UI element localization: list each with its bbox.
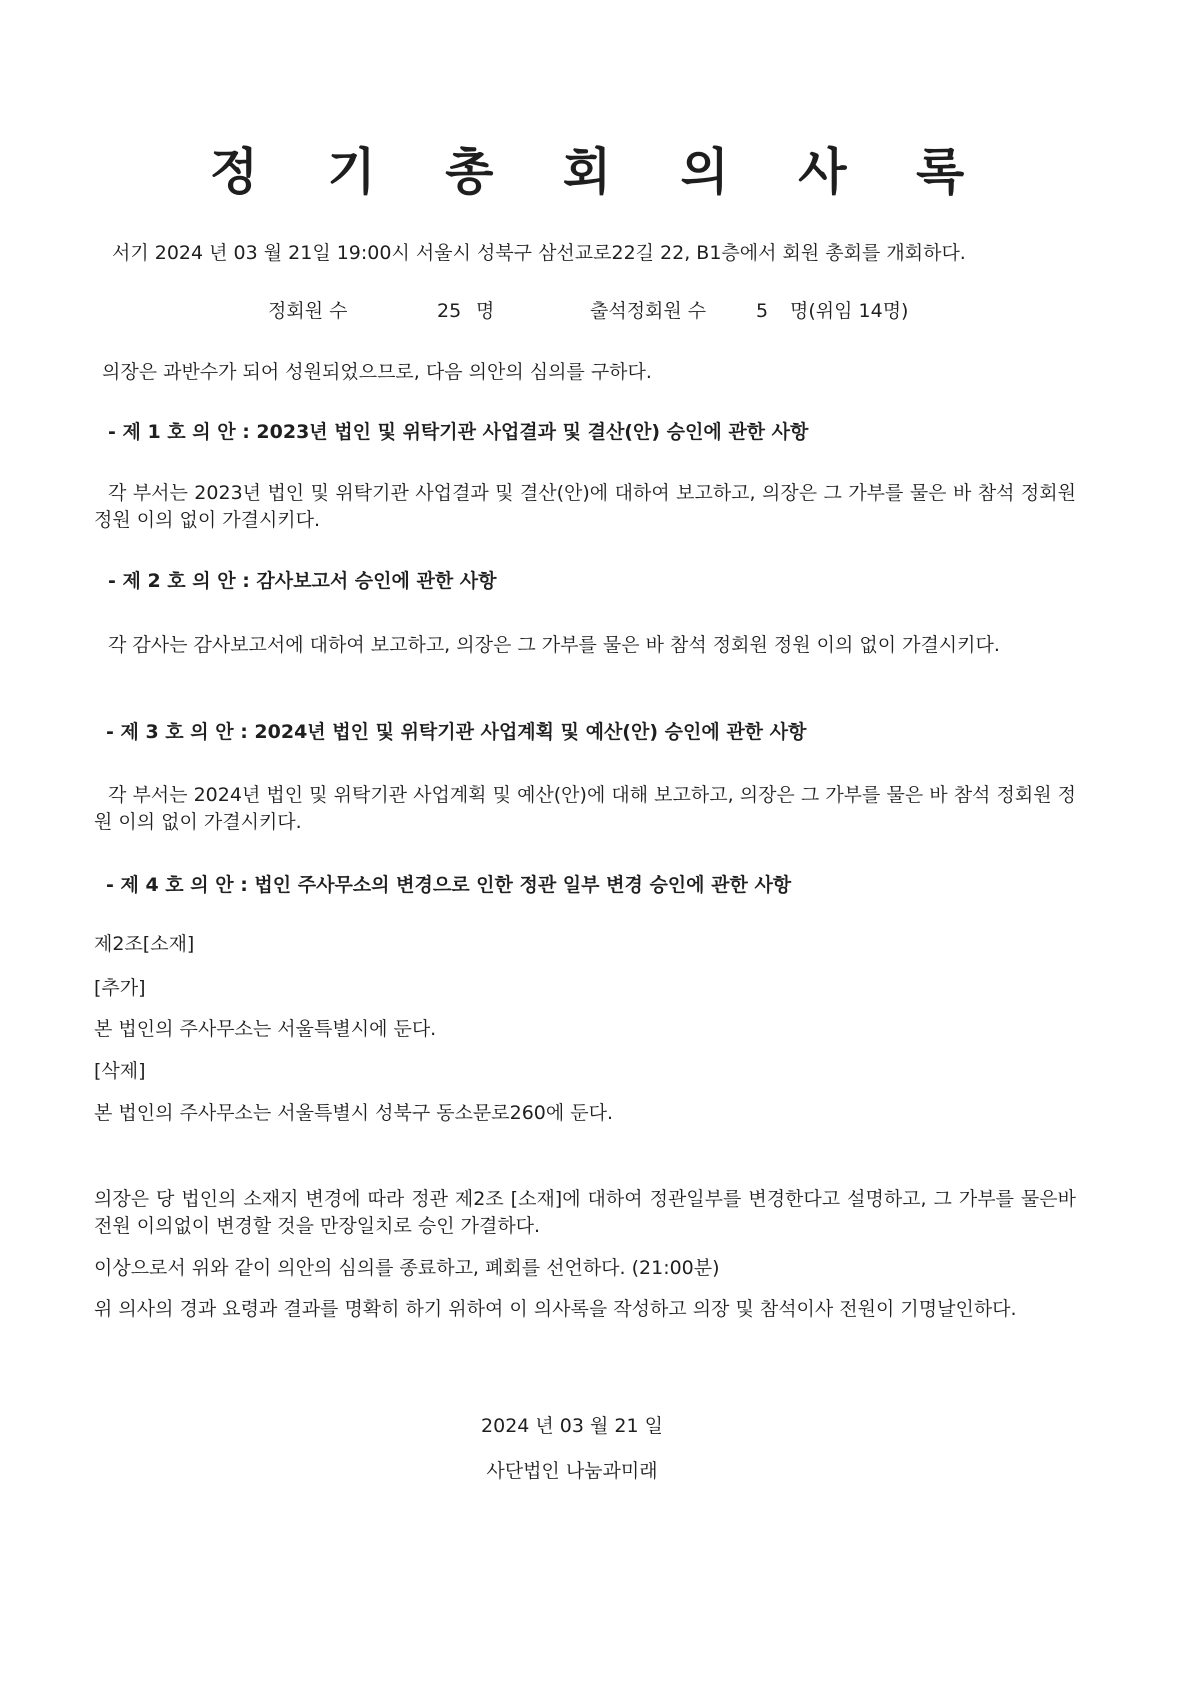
- amendment-delete-text: 본 법인의 주사무소는 서울특별시 성북구 동소문로260에 둔다.: [94, 1102, 614, 1124]
- agenda-2-heading: - 제 2 호 의 안 : 감사보고서 승인에 관한 사항: [108, 570, 497, 592]
- organization-name: 사단법인 나눔과미래: [486, 1460, 658, 1482]
- agenda-3-heading: - 제 3 호 의 안 : 2024년 법인 및 위탁기관 사업계획 및 예산(안) 승인에 관한 사항: [106, 721, 807, 743]
- members-label: 정회원 수: [268, 300, 348, 322]
- agenda-4-heading: - 제 4 호 의 안 : 법인 주사무소의 변경으로 인한 정관 일부 변경 승인에 관한 사항: [106, 874, 792, 896]
- intro-text: 서기 2024 년 03 월 21일 19:00시 서울시 성북구 삼선교로22길 22, B1층에서 회원 총회를 개회하다.: [112, 242, 966, 264]
- amendment-add-text: 본 법인의 주사무소는 서울특별시에 둔다.: [94, 1018, 437, 1040]
- document-title: 정 기 총 회 의 사 록: [209, 142, 991, 201]
- amendment-article: 제2조[소재]: [94, 933, 195, 955]
- agenda-1-body: 각 부서는 2023년 법인 및 위탁기관 사업결과 및 결산(안)에 대하여 보고하고, 의장은 그 가부를 물은 바 참석 정회원 정원 이의 없이 가결시키다.: [94, 482, 1076, 531]
- signature-note: 위 의사의 경과 요령과 결과를 명확히 하기 위하여 이 의사록을 작성하고 의장 및 참석이사 전원이 기명날인하다.: [94, 1298, 1017, 1320]
- agenda-3-body: 각 부서는 2024년 법인 및 위탁기관 사업계획 및 예산(안)에 대해 보고하고, 의장은 그 가부를 물은 바 참석 정회원 정원 이의 없이 가결시키다.: [94, 784, 1076, 833]
- agenda-1-heading: - 제 1 호 의 안 : 2023년 법인 및 위탁기관 사업결과 및 결산(안) 승인에 관한 사항: [108, 421, 809, 443]
- document-date: 2024 년 03 월 21 일: [481, 1415, 663, 1437]
- resolution-text: 의장은 당 법인의 소재지 변경에 따라 정관 제2조 [소재]에 대하여 정관일부를 변경한다고 설명하고, 그 가부를 물은바 전원 이의없이 변경할 것을 만장일치로 승인 가결하다.: [94, 1188, 1076, 1237]
- members-count: 25: [437, 300, 462, 322]
- quorum-text: 의장은 과반수가 되어 성원되었으므로, 다음 의안의 심의를 구하다.: [102, 361, 652, 383]
- closing-text: 이상으로서 위와 같이 의안의 심의를 종료하고, 폐회를 선언하다. (21:00분): [94, 1257, 720, 1279]
- amendment-delete-label: [삭제]: [94, 1060, 146, 1082]
- agenda-2-body: 각 감사는 감사보고서에 대하여 보고하고, 의장은 그 가부를 물은 바 참석 정회원 정원 이의 없이 가결시키다.: [108, 634, 1000, 656]
- attending-label: 출석정회원 수: [590, 300, 707, 322]
- amendment-add-label: [추가]: [94, 977, 146, 999]
- attending-count: 5: [756, 300, 769, 322]
- members-unit: 명: [476, 300, 495, 322]
- attending-unit: 명(위임 14명): [790, 300, 909, 322]
